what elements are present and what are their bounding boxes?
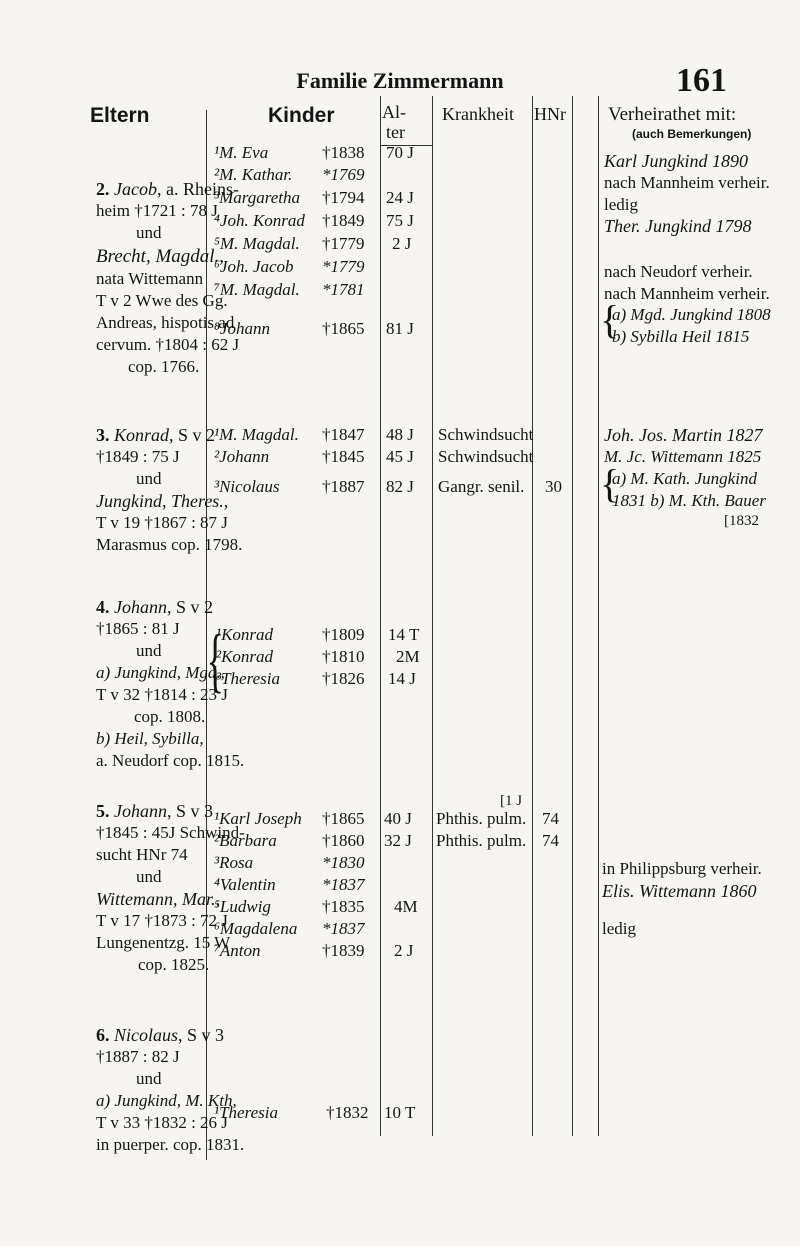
eltern-line: †1887 : 82 J (96, 1047, 180, 1066)
kind-hnr: 74 (542, 831, 559, 850)
kind-name: ⁵Ludwig (214, 897, 271, 916)
column-heading-alter-1: Al- (382, 102, 406, 122)
eltern-line: T v 17 †1873 : 72 J (96, 911, 228, 930)
kind-name: ³Nicolaus (214, 477, 280, 496)
kind-alter: 48 J (386, 425, 414, 444)
married-line: Ther. Jungkind 1798 (604, 216, 752, 236)
brace-icon: { (206, 620, 224, 700)
eltern-line: cop. 1808. (134, 707, 206, 726)
eltern-line: 3. Konrad, S v 2 (96, 425, 216, 445)
married-line: a) Mgd. Jungkind 1808 (612, 305, 771, 324)
kind-alter: 32 J (384, 831, 412, 850)
married-line: in Philippsburg verheir. (602, 859, 762, 878)
eltern-line: Wittemann, Mar., (96, 889, 220, 909)
kind-date: †1794 (322, 188, 365, 207)
kind-date: *1769 (322, 165, 365, 184)
married-line: Joh. Jos. Martin 1827 (604, 425, 763, 445)
kind-name: ⁶Joh. Jacob (214, 257, 294, 276)
kind-alter: 4M (394, 897, 418, 916)
kind-name: ⁴Valentin (214, 875, 276, 894)
kind-alter: 82 J (386, 477, 414, 496)
kind-date: †1860 (322, 831, 365, 850)
kind-date: †1779 (322, 234, 365, 253)
column-heading-verheiratet: Verheirathet mit: (608, 104, 737, 125)
kind-name: ¹M. Eva (214, 143, 269, 162)
kind-alter: 2M (396, 647, 420, 666)
kind-alter: 70 J (386, 143, 414, 162)
column-rule (572, 96, 573, 1136)
eltern-line: in puerper. cop. 1831. (96, 1135, 245, 1154)
column-heading-hnr: HNr (534, 104, 566, 124)
married-line: nach Mannheim verheir. (604, 284, 770, 303)
eltern-line: T v 19 †1867 : 87 J (96, 513, 228, 532)
married-line: [1832 (724, 513, 759, 529)
married-line: b) Sybilla Heil 1815 (612, 327, 750, 346)
eltern-line: 6. Nicolaus, S v 3 (96, 1025, 225, 1045)
eltern-line: nata Wittemann (96, 269, 204, 288)
eltern-line: cervum. †1804 : 62 J (96, 335, 240, 354)
kind-name: ⁶Magdalena (214, 919, 298, 938)
kind-alter: 81 J (386, 319, 414, 338)
kind-name: ⁷M. Magdal. (214, 280, 300, 299)
brace-icon: { (600, 461, 620, 506)
kind-date: *1781 (322, 280, 365, 299)
kind-name: ²M. Kathar. (214, 165, 293, 184)
kind-date: †1865 (322, 319, 365, 338)
kind-alter: 40 J (384, 809, 412, 828)
column-rule (532, 96, 533, 1136)
kind-date: †1832 (326, 1103, 369, 1122)
column-rule (598, 96, 599, 1136)
kind-date: *1837 (322, 919, 365, 938)
kind-date: †1809 (322, 625, 365, 644)
kind-name: ¹M. Magdal. (214, 425, 299, 444)
kind-name: ¹Konrad (216, 625, 274, 644)
kind-name: ⁸Johann (214, 319, 270, 338)
eltern-line: a. Neudorf cop. 1815. (96, 751, 245, 770)
married-line: Karl Jungkind 1890 (604, 151, 748, 171)
kind-krankheit: Phthis. pulm. (436, 831, 527, 850)
brace-icon: { (600, 297, 620, 342)
kind-name: ⁷Anton (214, 941, 261, 960)
married-line: nach Neudorf verheir. (604, 262, 753, 281)
kind-date: †1835 (322, 897, 365, 916)
kind-name: ¹Karl Joseph (214, 809, 302, 828)
kind-alter: 75 J (386, 211, 414, 230)
kind-date: *1830 (322, 853, 365, 872)
married-line: Elis. Wittemann 1860 (602, 881, 757, 901)
kind-hnr: 74 (542, 809, 559, 828)
column-heading-eltern: Eltern (90, 104, 150, 127)
eltern-line: heim †1721 : 78 J (96, 201, 218, 220)
kind-alter: 2 J (392, 234, 412, 253)
eltern-line: a) Jungkind, M. Kth, (96, 1091, 237, 1110)
kind-krankheit: Schwindsucht (438, 447, 534, 466)
eltern-line: und (136, 867, 162, 886)
eltern-line: und (136, 641, 162, 660)
eltern-line: T v 2 Wwe des Gg. (96, 291, 228, 310)
eltern-line: 5. Johann, S v 3 (96, 801, 214, 821)
kind-name: ⁴Joh. Konrad (214, 211, 305, 230)
kind-date: †1847 (322, 425, 365, 444)
eltern-line: Marasmus cop. 1798. (96, 535, 243, 554)
kind-date: †1849 (322, 211, 365, 230)
married-line: ledig (604, 195, 638, 214)
kind-name: ³Rosa (214, 853, 254, 872)
eltern-line: †1865 : 81 J (96, 619, 180, 638)
krankheit-note: [1 J (500, 793, 523, 809)
kind-alter: 14 T (388, 625, 420, 644)
eltern-line: T v 33 †1832 : 26 J (96, 1113, 228, 1132)
column-heading-bemerkungen: (auch Bemerkungen) (632, 127, 752, 141)
kind-alter: 14 J (388, 669, 416, 688)
eltern-line: sucht HNr 74 (96, 845, 188, 864)
column-heading-krankheit: Krankheit (442, 104, 514, 124)
kind-date: *1837 (322, 875, 365, 894)
married-line: M. Jc. Wittemann 1825 (604, 447, 762, 466)
kind-date: †1887 (322, 477, 365, 496)
kind-date: †1839 (322, 941, 365, 960)
eltern-line: T v 32 †1814 : 23 J (96, 685, 228, 704)
kind-name: ²Johann (214, 447, 270, 466)
kind-name: ²Konrad (216, 647, 274, 666)
column-rule (432, 96, 433, 1136)
eltern-line: cop. 1825. (138, 955, 210, 974)
eltern-line: und (136, 469, 162, 488)
eltern-line: cop. 1766. (128, 357, 200, 376)
column-heading-kinder: Kinder (268, 104, 335, 127)
kind-alter: 10 T (384, 1103, 416, 1122)
kind-name: ¹Theresia (214, 1103, 278, 1122)
kind-alter: 24 J (386, 188, 414, 207)
eltern-line: 4. Johann, S v 2 (96, 597, 214, 617)
column-rule (380, 96, 381, 1136)
kind-krankheit: Phthis. pulm. (436, 809, 527, 828)
kind-alter: 45 J (386, 447, 414, 466)
eltern-line: †1845 : 45J Schwind- (96, 823, 245, 842)
married-line: 1831 b) M. Kth. Bauer (612, 491, 766, 510)
eltern-line: Brecht, Magdal., (96, 246, 225, 267)
kind-name: ⁵M. Magdal. (214, 234, 300, 253)
eltern-line: b) Heil, Sybilla, (96, 729, 204, 748)
kind-date: †1826 (322, 669, 365, 688)
kind-date: *1779 (322, 257, 365, 276)
eltern-line: a) Jungkind, Mgd., (96, 663, 225, 682)
eltern-line: Lungenentzg. 15 W (96, 933, 231, 952)
eltern-line: und (136, 1069, 162, 1088)
kind-name: ³Margaretha (214, 188, 300, 207)
page-number: 161 (676, 62, 727, 99)
kind-alter: 2 J (394, 941, 414, 960)
column-heading-alter-2: ter (386, 122, 405, 142)
kind-name: ³Theresia (216, 669, 280, 688)
kind-hnr: 30 (545, 477, 562, 496)
eltern-line: †1849 : 75 J (96, 447, 180, 466)
kind-name: ²Barbara (214, 831, 277, 850)
kind-krankheit: Gangr. senil. (438, 477, 525, 496)
kind-date: †1865 (322, 809, 365, 828)
running-header: Familie Zimmermann (296, 68, 504, 93)
kind-date: †1810 (322, 647, 365, 666)
kind-date: †1838 (322, 143, 365, 162)
married-line: ledig (602, 919, 636, 938)
eltern-line: und (136, 223, 162, 242)
eltern-line: Andreas, hispotis ad (96, 313, 235, 332)
eltern-line: 2. Jacob, a. Rheins- (96, 179, 239, 199)
eltern-line: Jungkind, Theres., (96, 491, 229, 511)
kind-date: †1845 (322, 447, 365, 466)
married-line: a) M. Kath. Jungkind (612, 469, 757, 488)
kind-krankheit: Schwindsucht (438, 425, 534, 444)
married-line: nach Mannheim verheir. (604, 173, 770, 192)
